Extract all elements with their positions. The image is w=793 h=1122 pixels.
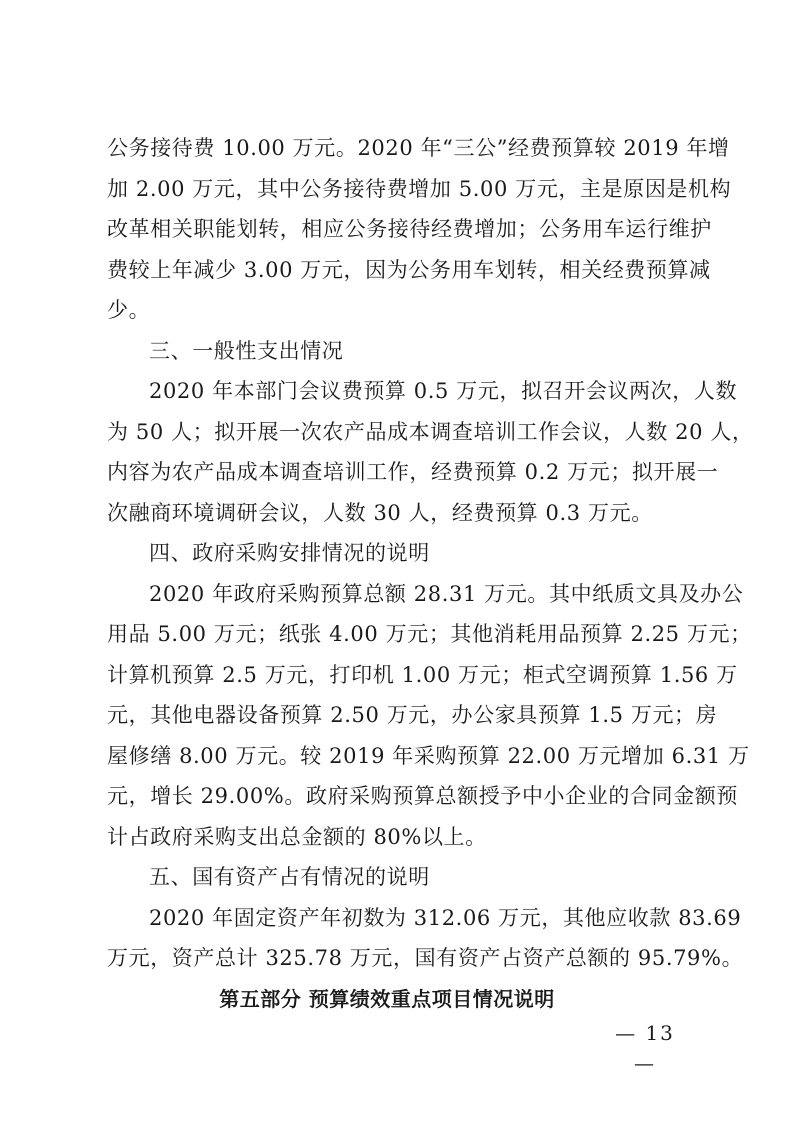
text-line: 内容为农产品成本调查培训工作，经费预算 0.2 万元；拟开展一: [107, 460, 719, 484]
document-body: [107, 128, 754, 1019]
text-line: 少。: [107, 298, 151, 322]
part-heading: 第五部分 预算绩效重点项目情况说明: [219, 986, 555, 1011]
text-line: 加 2.00 万元，其中公务接待费增加 5.00 万元，主是原因是机构: [107, 176, 732, 201]
page-number: — 13 —: [615, 1021, 675, 1075]
text-line: 公务接待费 10.00 万元。2020 年“三公”经费预算较 2019 年增: [107, 136, 730, 160]
text-line: 2020 年本部门会议费预算 0.5 万元，拟召开会议两次，人数: [149, 379, 738, 403]
section-heading: 三、一般性支出情况: [149, 338, 344, 363]
text-line: 计占政府采购支出总金额的 80%以上。: [107, 824, 487, 849]
text-line: 2020 年固定资产年初数为 312.06 万元，其他应收款 83.69: [149, 905, 742, 930]
text-line: 计算机预算 2.5 万元，打印机 1.00 万元；柜式空调预算 1.56 万: [107, 662, 738, 687]
text-line: 元，增长 29.00%。政府采购预算总额授予中小企业的合同金额预: [107, 784, 738, 808]
text-line: 次融商环境调研会议，人数 30 人，经费预算 0.3 万元。: [107, 500, 653, 525]
section-heading: 四、政府采购安排情况的说明: [149, 541, 430, 565]
text-line: 元，其他电器设备预算 2.50 万元，办公家具预算 1.5 万元；房: [107, 703, 718, 727]
text-line: 万元，资产总计 325.78 万元，国有资产占资产总额的 95.79%。: [107, 946, 744, 970]
text-line: 2020 年政府采购预算总额 28.31 万元。其中纸质文具及办公: [149, 581, 744, 606]
text-line: 用品 5.00 万元；纸张 4.00 万元；其他消耗用品预算 2.25 万元；: [107, 622, 752, 646]
text-line: 费较上年减少 3.00 万元，因为公务用车划转，相关经费预算减: [107, 257, 711, 282]
text-line: 屋修缮 8.00 万元。较 2019 年采购预算 22.00 万元增加 6.31 万: [107, 743, 750, 768]
section-heading: 五、国有资产占有情况的说明: [149, 865, 430, 889]
text-line: 改革相关职能划转，相应公务接待经费增加；公务用车运行维护: [107, 217, 712, 241]
text-line: 为 50 人；拟开展一次农产品成本调查培训工作会议，人数 20 人，: [107, 419, 754, 444]
